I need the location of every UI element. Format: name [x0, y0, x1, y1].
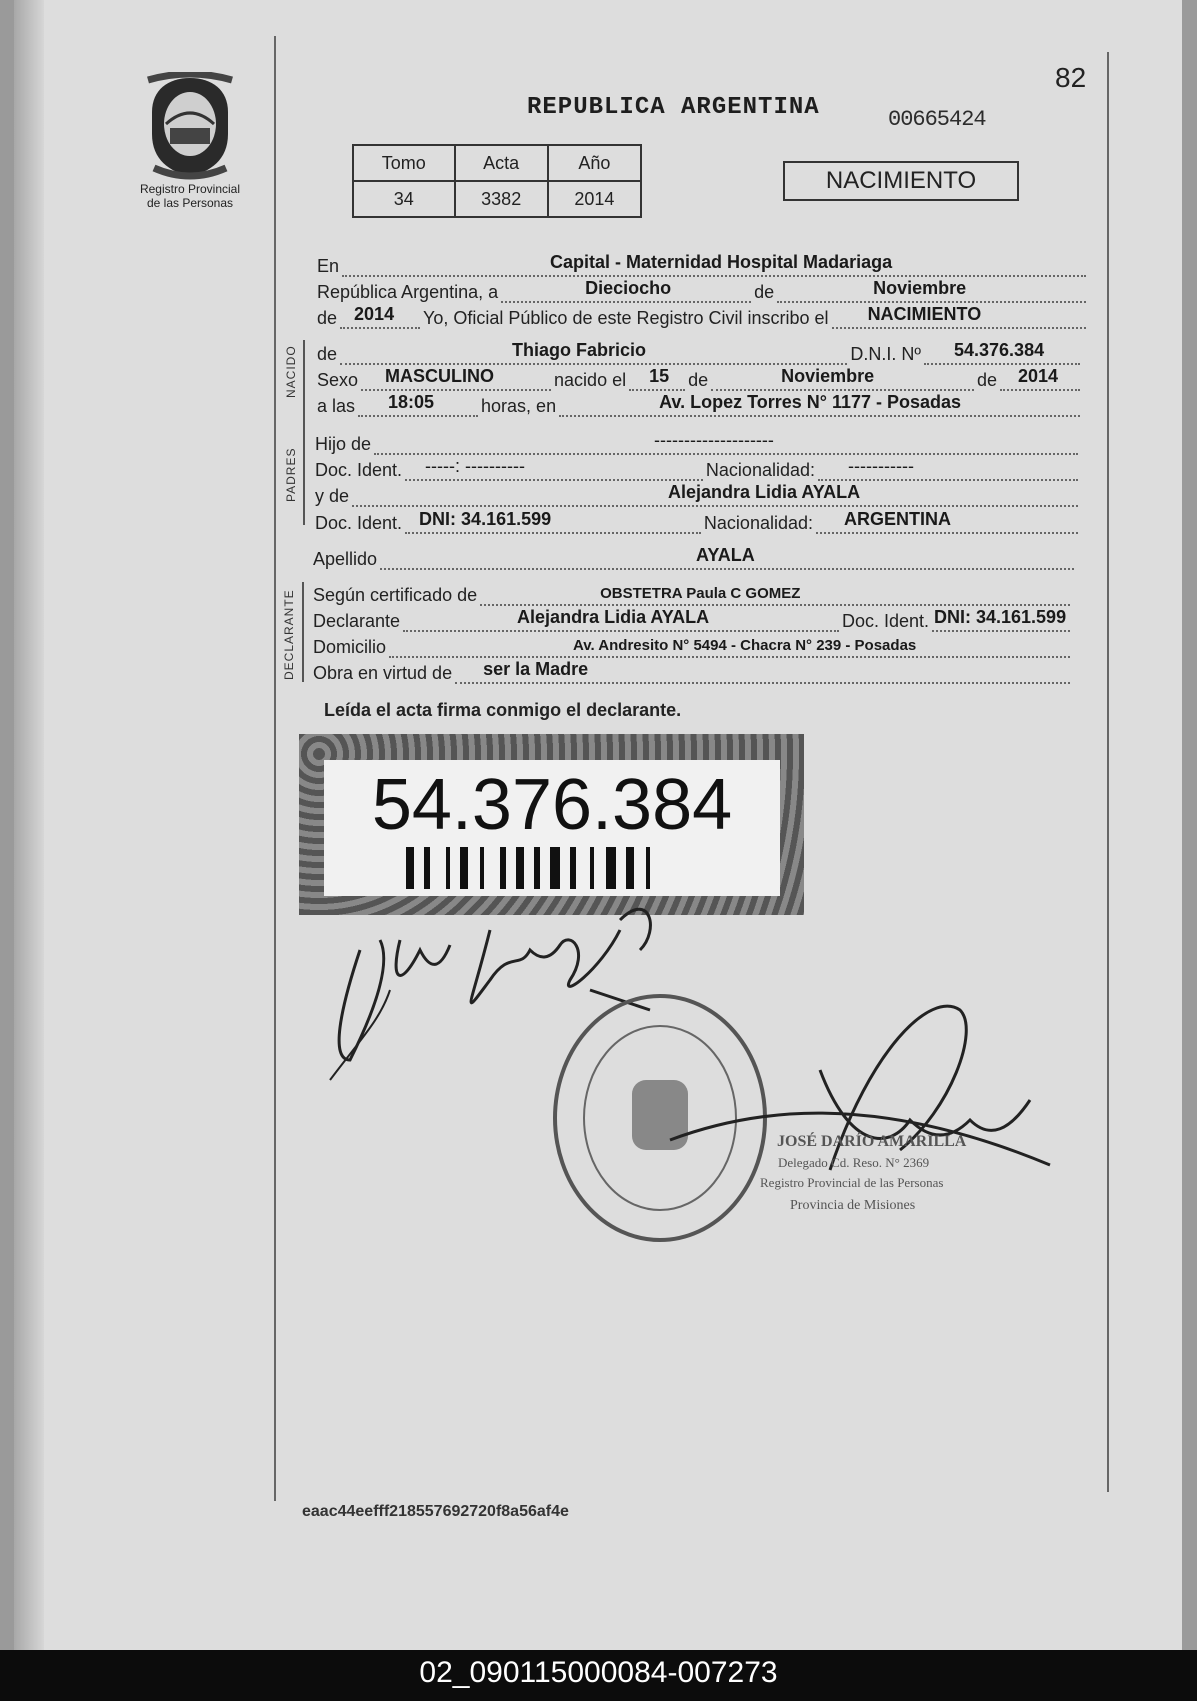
birth-year-value: 2014: [1018, 366, 1059, 386]
born-on-label: nacido el: [554, 370, 627, 390]
place-value: Capital - Maternidad Hospital Madariaga: [550, 252, 893, 272]
dotted-fill: [405, 456, 703, 481]
side-bracket: [303, 430, 305, 525]
declarant-label: Declarante: [313, 611, 401, 631]
left-margin-line: [274, 36, 276, 1501]
son-of-label: Hijo de: [315, 434, 372, 454]
and-of-label: y de: [315, 486, 350, 506]
dotted-fill: [816, 509, 1078, 534]
declarant-row: [313, 606, 1073, 632]
dotted-fill: [342, 252, 1086, 277]
dotted-fill: [340, 304, 420, 329]
side-label-nacido: NACIDO: [284, 345, 298, 398]
mother-row: [315, 481, 1081, 507]
child-name-row: [317, 339, 1083, 365]
official-role: Delegado Cd. Reso. N° 2369: [778, 1155, 930, 1170]
surname-row: [313, 544, 1077, 570]
serial-number: 00665424: [888, 107, 986, 132]
address-value: Av. Andresito N° 5494 - Chacra N° 239 - Posadas: [573, 637, 917, 654]
certificate-label: Según certificado de: [313, 585, 478, 605]
surname-value: AYALA: [696, 545, 755, 565]
father-nationality-value: -----------: [848, 456, 914, 476]
side-label-padres: PADRES: [284, 447, 298, 502]
record-value: NACIMIENTO: [867, 304, 982, 324]
de-label: de: [688, 370, 709, 390]
side-bracket: [303, 340, 305, 430]
official-org: Registro Provincial de las Personas: [760, 1175, 944, 1190]
birth-place-value: Av. Lopez Torres N° 1177 - Posadas: [659, 392, 962, 412]
dotted-fill: [629, 366, 685, 391]
page-number: 82: [1055, 62, 1087, 93]
mother-doc-value: DNI: 34.161.599: [419, 509, 552, 529]
dotted-fill: [380, 545, 1074, 570]
dni-stamp-number: 54.376.384: [371, 765, 733, 845]
dotted-fill: [480, 585, 1070, 606]
acting-row: [313, 658, 1073, 684]
official-name: JOSÉ DARÍO AMARILLA: [777, 1133, 967, 1150]
father-doc-row: [315, 455, 1081, 481]
father-row: [315, 429, 1081, 455]
table-header-cell: Tomo: [353, 145, 455, 181]
dotted-fill: [711, 366, 974, 391]
certificate-row: [313, 580, 1073, 606]
dotted-fill: [340, 340, 847, 365]
table-header-cell: Acta: [455, 145, 548, 181]
dotted-fill: [924, 340, 1080, 365]
nationality-label: Nacionalidad:: [705, 460, 815, 480]
declarant-doc-value: DNI: 34.161.599: [934, 607, 1067, 627]
mother-doc-row: [315, 508, 1081, 534]
dotted-fill: [559, 392, 1080, 417]
birth-month-value: Noviembre: [781, 366, 875, 386]
mother-nationality-value: ARGENTINA: [844, 509, 951, 529]
nationality-label: Nacionalidad:: [703, 513, 813, 533]
side-label-declarante: DECLARANTE: [282, 589, 296, 680]
barcode-icon: [406, 847, 706, 889]
birth-day-value: 15: [649, 366, 670, 386]
dotted-fill: [403, 607, 839, 632]
day-value: Dieciocho: [585, 278, 672, 298]
table-row: [353, 181, 641, 217]
surname-label: Apellido: [313, 549, 378, 569]
registrar-text: Yo, Oficial Público de este Registro Civil inscribo el: [423, 308, 829, 328]
dotted-fill: [358, 392, 478, 417]
dotted-fill: [455, 659, 1070, 684]
doc-label: Doc. Ident.: [315, 460, 403, 480]
page-edge-shadow: [14, 0, 44, 1650]
table-cell: 34: [353, 181, 455, 217]
record-type-box: NACIMIENTO: [783, 161, 1019, 201]
child-name-value: Thiago Fabricio: [512, 340, 647, 360]
time-row: [317, 391, 1083, 417]
document-hash: eaac44eefff218557692720f8a56af4e: [302, 1503, 569, 1520]
table-header-row: [353, 145, 641, 181]
province-seal-icon: [140, 72, 240, 182]
date-row: [317, 277, 1089, 303]
closing-statement: Leída el acta firma conmigo el declarante.: [324, 700, 682, 720]
logo-caption-line1: Registro Provincial: [139, 182, 241, 196]
child-name-label: de: [317, 344, 338, 364]
logo-caption-line2: de las Personas: [146, 196, 234, 210]
dotted-fill: [361, 366, 551, 391]
dotted-fill: [1000, 366, 1080, 391]
dotted-fill: [501, 278, 751, 303]
acting-value: ser la Madre: [483, 659, 589, 679]
table-header-cell: Año: [548, 145, 641, 181]
right-margin-line: [1107, 52, 1109, 1492]
dni-value: 54.376.384: [954, 340, 1045, 360]
country-heading: REPUBLICA ARGENTINA: [527, 94, 820, 121]
year-value: 2014: [354, 304, 395, 324]
certificate-value: OBSTETRA Paula C GOMEZ: [600, 585, 801, 602]
acting-label: Obra en virtud de: [313, 663, 453, 683]
table-cell: 2014: [548, 181, 641, 217]
footer-id: 02_090115000084-007273: [419, 1656, 778, 1689]
dni-stamp: [299, 734, 804, 915]
dotted-fill: [405, 509, 701, 534]
table-cell: 3382: [455, 181, 548, 217]
father-value: --------------------: [654, 430, 774, 450]
sex-value: MASCULINO: [385, 366, 495, 386]
side-bracket: [302, 582, 304, 682]
declarant-value: Alejandra Lidia AYALA: [517, 607, 710, 627]
doc-label: Doc. Ident.: [315, 513, 403, 533]
address-label: Domicilio: [313, 637, 387, 657]
time-label: a las: [317, 396, 356, 416]
dotted-fill: [832, 304, 1086, 329]
time-value: 18:05: [388, 392, 435, 412]
dotted-fill: [777, 278, 1086, 303]
sex-label: Sexo: [317, 370, 359, 390]
official-province: Provincia de Misiones: [790, 1198, 916, 1213]
hours-label: horas, en: [481, 396, 557, 416]
month-value: Noviembre: [873, 278, 967, 298]
logo-caption: [120, 182, 260, 210]
doc-label: Doc. Ident.: [841, 611, 929, 631]
address-row: [313, 632, 1073, 658]
dotted-fill: [818, 456, 1078, 481]
father-doc-value: -----: ----------: [425, 456, 525, 476]
dotted-fill: [374, 430, 1078, 455]
tomo-acta-ano-table: [352, 144, 642, 218]
dotted-fill: [389, 637, 1070, 658]
date-label: República Argentina, a: [317, 282, 499, 302]
year-label: de: [317, 308, 338, 328]
dni-label: D.N.I. Nº: [850, 344, 921, 364]
place-row: [317, 251, 1089, 277]
mother-value: Alejandra Lidia AYALA: [668, 482, 861, 502]
de-label: de: [976, 370, 997, 390]
dni-stamp-inner: [324, 760, 780, 896]
place-label: En: [317, 256, 340, 276]
dotted-fill: [352, 482, 1078, 507]
sex-row: [317, 365, 1083, 391]
year-row: [317, 303, 1089, 329]
de-label: de: [754, 282, 775, 302]
dotted-fill: [932, 607, 1070, 632]
